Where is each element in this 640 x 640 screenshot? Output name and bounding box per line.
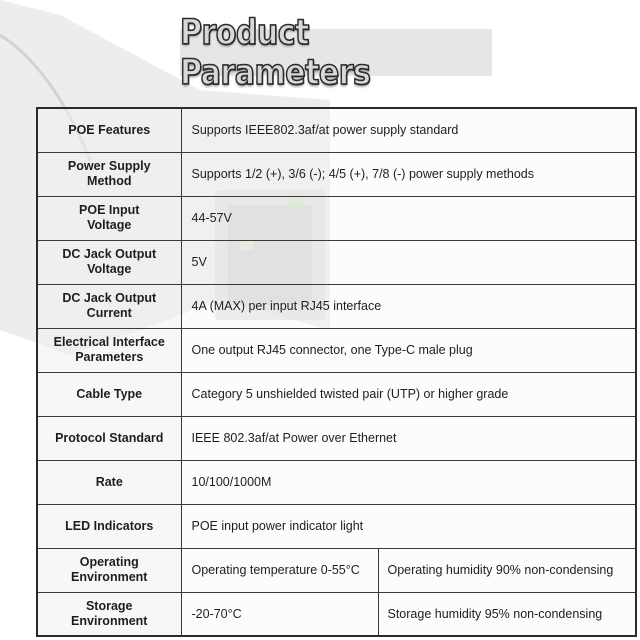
row-label xyxy=(37,108,181,152)
label-line: LED Indicators xyxy=(65,518,154,533)
row-label xyxy=(37,284,181,328)
label-line: Environment xyxy=(71,613,148,628)
title-banner xyxy=(180,12,492,93)
table-row xyxy=(37,416,636,460)
row-value: 5V xyxy=(181,240,636,284)
table-row xyxy=(37,240,636,284)
row-value: Supports 1/2 (+), 3/6 (-); 4/5 (+), 7/8 (-) power supply methods xyxy=(181,152,636,196)
row-value: 4A (MAX) per input RJ45 interface xyxy=(181,284,636,328)
table-row xyxy=(37,592,636,636)
row-label xyxy=(37,504,181,548)
table-row xyxy=(37,548,636,592)
row-value: -20-70°C xyxy=(181,592,378,636)
label-line: Rate xyxy=(95,474,123,489)
label-line: Voltage xyxy=(87,262,132,276)
label-line: Parameters xyxy=(75,350,144,364)
row-label xyxy=(37,152,181,196)
label-line: Environment xyxy=(71,570,148,584)
table-row xyxy=(37,152,636,196)
table-row xyxy=(37,108,636,152)
row-label xyxy=(37,416,181,460)
row-value: POE input power indicator light xyxy=(181,504,636,548)
row-label xyxy=(37,460,181,504)
row-label xyxy=(37,548,181,592)
row-value: IEEE 802.3af/at Power over Ethernet xyxy=(181,416,636,460)
table-row xyxy=(37,504,636,548)
label-line: POE Features xyxy=(68,122,151,137)
table-row xyxy=(37,460,636,504)
row-label xyxy=(37,240,181,284)
label-line: Protocol Standard xyxy=(55,430,164,445)
product-parameters-table xyxy=(36,107,637,637)
row-value: One output RJ45 connector, one Type-C male plug xyxy=(181,328,636,372)
row-label xyxy=(37,328,181,372)
row-value: 10/100/1000M xyxy=(181,460,636,504)
page-title: Product Parameters xyxy=(180,12,371,93)
label-line: Operating xyxy=(79,555,139,569)
row-label xyxy=(37,592,181,636)
label-line: Electrical Interface xyxy=(53,335,165,349)
row-label xyxy=(37,372,181,416)
table-row xyxy=(37,328,636,372)
row-label xyxy=(37,196,181,240)
row-value-secondary: Operating humidity 90% non-condensing xyxy=(378,548,636,592)
label-line: DC Jack Output xyxy=(62,247,157,261)
label-line: Cable Type xyxy=(76,386,143,401)
row-value: Category 5 unshielded twisted pair (UTP) or higher grade xyxy=(181,372,636,416)
label-line: DC Jack Output xyxy=(62,291,157,305)
label-line: Voltage xyxy=(87,218,132,232)
row-value-secondary: Storage humidity 95% non-condensing xyxy=(378,592,636,636)
table-row xyxy=(37,372,636,416)
row-value: Supports IEEE802.3af/at power supply standard xyxy=(181,108,636,152)
label-line: Method xyxy=(87,174,132,188)
table-row xyxy=(37,196,636,240)
label-line: POE Input xyxy=(79,203,140,217)
label-line: Power Supply xyxy=(67,159,151,173)
label-line: Storage xyxy=(85,598,133,613)
label-line: Current xyxy=(86,306,132,320)
table-row xyxy=(37,284,636,328)
row-value: Operating temperature 0-55°C xyxy=(181,548,378,592)
row-value: 44-57V xyxy=(181,196,636,240)
